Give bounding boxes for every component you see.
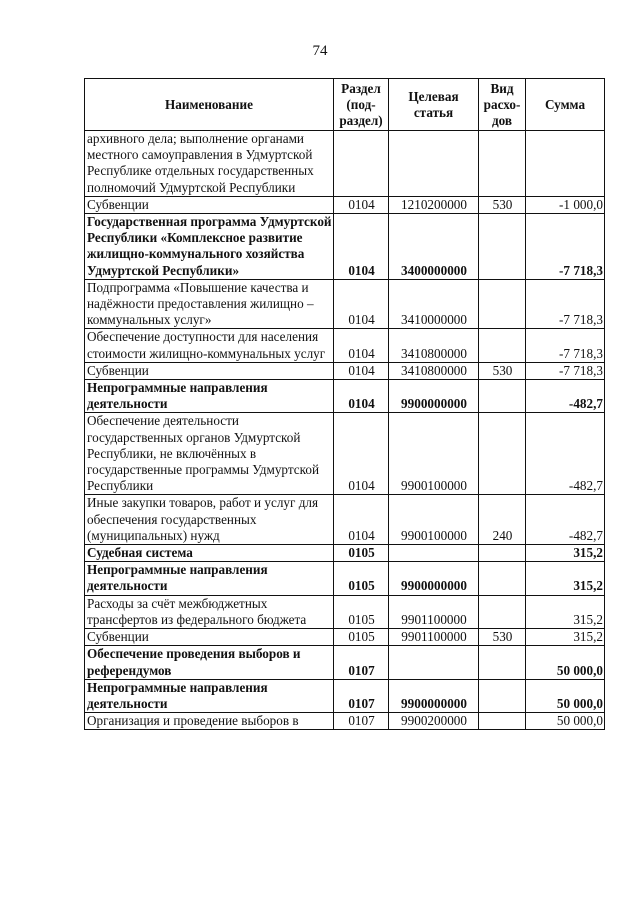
cell-sum: 315,2 xyxy=(526,545,605,562)
table-header-row xyxy=(85,79,605,131)
cell-name: Субвенции xyxy=(85,362,334,379)
cell-target: 9900200000 xyxy=(389,713,479,730)
cell-name: Непрограммные направления деятельности xyxy=(85,562,334,595)
table-row xyxy=(85,713,605,730)
cell-sum xyxy=(526,131,605,197)
cell-sum: 315,2 xyxy=(526,629,605,646)
cell-sum: -7 718,3 xyxy=(526,329,605,362)
cell-name: Расходы за счёт межбюджетных трансфертов из федерального бюджета xyxy=(85,595,334,628)
cell-name: Организация и проведение выборов в xyxy=(85,713,334,730)
cell-sum: -482,7 xyxy=(526,495,605,545)
cell-vid xyxy=(479,279,526,329)
cell-section: 0105 xyxy=(334,545,389,562)
cell-vid xyxy=(479,214,526,280)
table-row xyxy=(85,495,605,545)
cell-name: Государственная программа Удмуртской Республики «Комплексное развитие жилищно-коммунального хозяйства Удмуртской Республики» xyxy=(85,214,334,280)
cell-vid xyxy=(479,713,526,730)
cell-sum: 50 000,0 xyxy=(526,646,605,679)
table-row xyxy=(85,562,605,595)
cell-name: Субвенции xyxy=(85,196,334,213)
header-section: Раздел (под-раздел) xyxy=(334,79,389,131)
table-row xyxy=(85,413,605,495)
header-sum: Сумма xyxy=(526,79,605,131)
cell-name: Подпрограмма «Повышение качества и надёжности предоставления жилищно – коммунальных услуг» xyxy=(85,279,334,329)
cell-target: 9901100000 xyxy=(389,629,479,646)
cell-target: 3410800000 xyxy=(389,329,479,362)
cell-sum: 315,2 xyxy=(526,595,605,628)
cell-vid: 530 xyxy=(479,629,526,646)
budget-table xyxy=(84,78,605,730)
table-row xyxy=(85,329,605,362)
cell-vid xyxy=(479,595,526,628)
table-row xyxy=(85,646,605,679)
cell-target: 3410000000 xyxy=(389,279,479,329)
cell-section: 0104 xyxy=(334,279,389,329)
table-row xyxy=(85,679,605,712)
cell-target: 9901100000 xyxy=(389,595,479,628)
cell-target: 9900000000 xyxy=(389,562,479,595)
cell-vid xyxy=(479,380,526,413)
cell-section: 0104 xyxy=(334,380,389,413)
page-number: 74 xyxy=(312,43,328,59)
cell-sum: -7 718,3 xyxy=(526,362,605,379)
cell-section: 0107 xyxy=(334,713,389,730)
cell-target: 3400000000 xyxy=(389,214,479,280)
cell-vid xyxy=(479,131,526,197)
table-row xyxy=(85,595,605,628)
cell-section: 0105 xyxy=(334,562,389,595)
cell-section: 0104 xyxy=(334,329,389,362)
cell-name: Судебная система xyxy=(85,545,334,562)
table-row xyxy=(85,214,605,280)
cell-name: Обеспечение деятельности государственных органов Удмуртской Республики, не включённых в государственные программы Удмуртской Республики xyxy=(85,413,334,495)
cell-vid: 530 xyxy=(479,362,526,379)
cell-section: 0104 xyxy=(334,495,389,545)
table-row xyxy=(85,380,605,413)
cell-vid xyxy=(479,545,526,562)
cell-target xyxy=(389,545,479,562)
cell-sum: -482,7 xyxy=(526,380,605,413)
cell-section: 0104 xyxy=(334,214,389,280)
cell-target: 1210200000 xyxy=(389,196,479,213)
cell-target: 9900100000 xyxy=(389,413,479,495)
cell-vid xyxy=(479,646,526,679)
cell-section: 0107 xyxy=(334,679,389,712)
cell-sum: 50 000,0 xyxy=(526,713,605,730)
table-row xyxy=(85,545,605,562)
cell-sum: -7 718,3 xyxy=(526,279,605,329)
cell-name: Обеспечение доступности для населения стоимости жилищно-коммунальных услуг xyxy=(85,329,334,362)
table-row xyxy=(85,362,605,379)
cell-name: Непрограммные направления деятельности xyxy=(85,679,334,712)
cell-name: Непрограммные направления деятельности xyxy=(85,380,334,413)
cell-section: 0104 xyxy=(334,413,389,495)
cell-sum: -1 000,0 xyxy=(526,196,605,213)
header-name: Наименование xyxy=(85,79,334,131)
table-row xyxy=(85,629,605,646)
cell-name: Субвенции xyxy=(85,629,334,646)
cell-vid xyxy=(479,562,526,595)
cell-vid: 530 xyxy=(479,196,526,213)
cell-target xyxy=(389,646,479,679)
cell-section: 0107 xyxy=(334,646,389,679)
cell-vid: 240 xyxy=(479,495,526,545)
cell-section: 0105 xyxy=(334,595,389,628)
header-target: Целевая статья xyxy=(389,79,479,131)
cell-section: 0104 xyxy=(334,196,389,213)
table-row xyxy=(85,196,605,213)
cell-target: 9900000000 xyxy=(389,380,479,413)
table-row xyxy=(85,279,605,329)
cell-vid xyxy=(479,413,526,495)
cell-section xyxy=(334,131,389,197)
cell-vid xyxy=(479,329,526,362)
cell-section: 0104 xyxy=(334,362,389,379)
cell-sum: -7 718,3 xyxy=(526,214,605,280)
table-row xyxy=(85,131,605,197)
cell-name: архивного дела; выполнение органами местного самоуправления в Удмуртской Республике отдельных государственных полномочий Удмуртской Республики xyxy=(85,131,334,197)
header-vid: Вид расхо-дов xyxy=(479,79,526,131)
cell-sum: 50 000,0 xyxy=(526,679,605,712)
cell-target: 9900000000 xyxy=(389,679,479,712)
cell-sum: -482,7 xyxy=(526,413,605,495)
cell-section: 0105 xyxy=(334,629,389,646)
cell-target: 9900100000 xyxy=(389,495,479,545)
cell-target xyxy=(389,131,479,197)
cell-vid xyxy=(479,679,526,712)
cell-name: Обеспечение проведения выборов и референдумов xyxy=(85,646,334,679)
cell-target: 3410800000 xyxy=(389,362,479,379)
cell-sum: 315,2 xyxy=(526,562,605,595)
cell-name: Иные закупки товаров, работ и услуг для обеспечения государственных (муниципальных) нужд xyxy=(85,495,334,545)
